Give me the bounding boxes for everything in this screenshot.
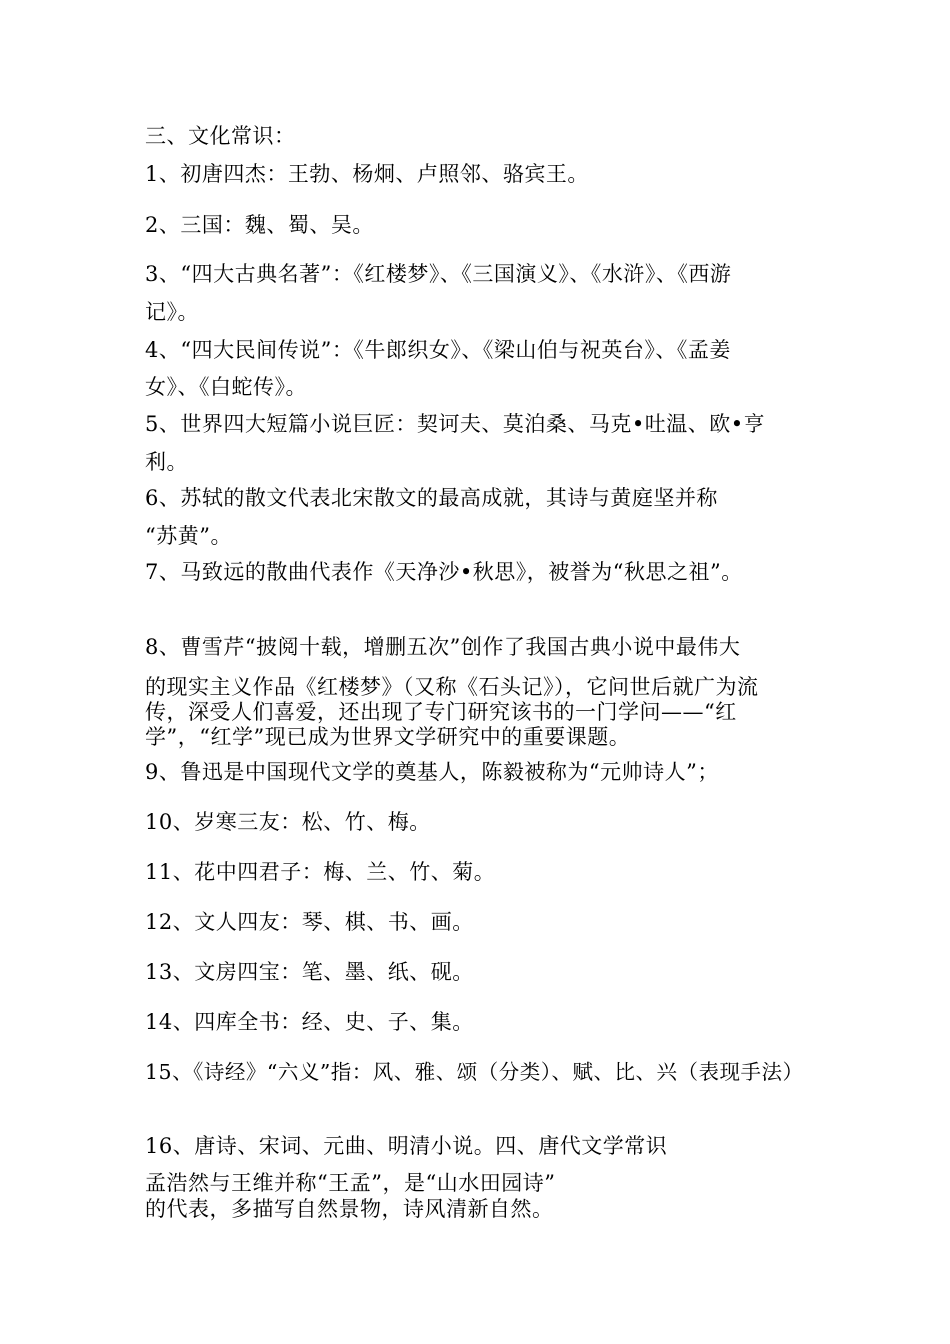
- list-item-5-line-1: 5、世界四大短篇小说巨匠：契诃夫、莫泊桑、马克•吐温、欧•亨: [145, 412, 766, 436]
- list-item-8-line-4: 学”，“红学”现已成为世界文学研究中的重要课题。: [145, 725, 631, 749]
- list-item-3-line-1: 3、“四大古典名著”：《红楼梦》、《三国演义》、《水浒》、《西游: [145, 262, 732, 286]
- paragraph-meng-haoran-line-2: 的代表，多描写自然景物，诗风清新自然。: [145, 1197, 554, 1221]
- list-item-8-line-2: 的现实主义作品《红楼梦》（又称《石头记》），它问世后就广为流: [145, 675, 759, 699]
- list-item-11: 11、花中四君子：梅、兰、竹、菊。: [145, 860, 496, 884]
- list-item-12: 12、文人四友：琴、棋、书、画。: [145, 910, 474, 934]
- list-item-15: 15、《诗经》“六义”指：风、雅、颂（分类）、赋、比、兴（表现手法）: [145, 1060, 804, 1084]
- section-heading: 三、文化常识：: [145, 124, 296, 148]
- list-item-13: 13、文房四宝：笔、墨、纸、砚。: [145, 960, 474, 984]
- list-item-6-line-2: “苏黄”。: [145, 524, 232, 548]
- list-item-4-line-2: 女》、《白蛇传》。: [145, 375, 307, 399]
- list-item-6-line-1: 6、苏轼的散文代表北宋散文的最高成就，其诗与黄庭坚并称: [145, 486, 718, 510]
- list-item-1: 1、初唐四杰：王勃、杨炯、卢照邻、骆宾王。: [145, 162, 589, 186]
- list-item-3-line-2: 记》。: [145, 300, 199, 324]
- list-item-8-line-3: 传，深受人们喜爱，还出现了专门研究该书的一门学问——“红: [145, 700, 737, 724]
- list-item-9: 9、鲁迅是中国现代文学的奠基人，陈毅被称为“元帅诗人”；: [145, 760, 719, 784]
- list-item-10: 10、岁寒三友：松、竹、梅。: [145, 810, 431, 834]
- paragraph-meng-haoran-line-1: 孟浩然与王维并称“王孟”，是“山水田园诗”: [145, 1171, 556, 1195]
- list-item-4-line-1: 4、“四大民间传说”：《牛郎织女》、《梁山伯与祝英台》、《孟姜: [145, 338, 731, 362]
- list-item-7: 7、马致远的散曲代表作《天净沙•秋思》，被誉为“秋思之祖”。: [145, 560, 743, 584]
- list-item-14: 14、四库全书：经、史、子、集。: [145, 1010, 474, 1034]
- list-item-2: 2、三国：魏、蜀、吴。: [145, 213, 374, 237]
- list-item-8-line-1: 8、曹雪芹“披阅十载，增删五次”创作了我国古典小说中最伟大: [145, 635, 741, 659]
- list-item-16: 16、唐诗、宋词、元曲、明清小说。四、唐代文学常识: [145, 1134, 668, 1158]
- list-item-5-line-2: 利。: [145, 450, 188, 474]
